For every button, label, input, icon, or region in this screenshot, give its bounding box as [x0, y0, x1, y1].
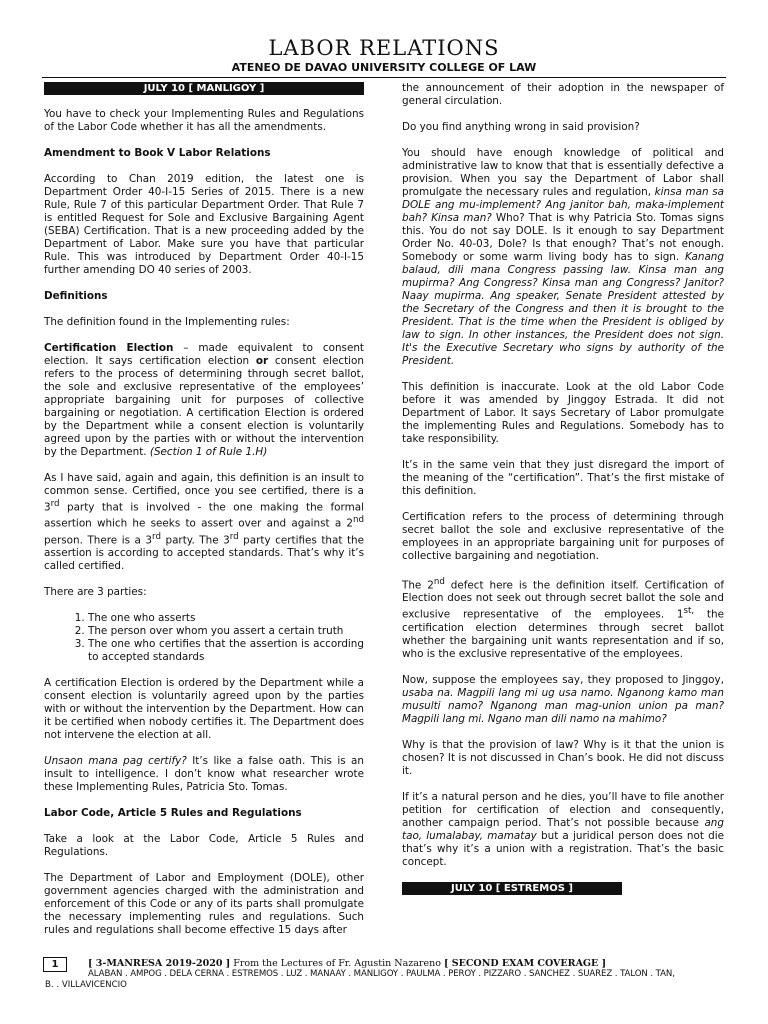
paragraph: the announcement of their adoption in the newspaper of general circulation. — [402, 82, 724, 107]
paragraph: The 2nd defect here is the definition itself. Certification of Election does not seek out through secret ballot the sole and exclusive representative of the employees. $1^{st,}$ the certification election determines through secret ballot whether the bargaining unit wants representation and if so, who is the exclusive representative of the employees. — [402, 577, 724, 660]
paragraph: If it’s a natural person and he dies, you’ll have to file another petition for certification of election and consequently, another campaign period. That’s not possible because ang tao, lumalabay, mamatay but a juridical person does not die that’s why it’s a union with a registration. That’s the basic concept. — [402, 790, 724, 868]
paragraph: You have to check your Implementing Rules and Regulations of the Labor Code whether it has all the amendments. — [44, 108, 364, 133]
page-title: LABOR RELATIONS — [268, 36, 500, 60]
definition-paragraph: Certification Election – made equivalent to consent election. It says certification election or consent election refers to the process of determining through secret ballot, the sole and exclusive representative of the employees’ appropriate bargaining unit for purposes of collective bargaining or negotiation. A certification Election is ordered by the Department while a consent election is voluntarily agreed upon by the parties with or without the intervention by the Department. (Section 1 of Rule 1.H) — [44, 342, 365, 458]
school-subtitle: ATENEO DE DAVAO UNIVERSITY COLLEGE OF LAW — [231, 61, 537, 74]
heading-amendment: Amendment to Book V Labor Relations — [44, 147, 271, 159]
footer-credit: [ 3-MANRESA 2019-2020 ] From the Lectures of Fr. Agustin Nazareno [ SECOND EXAM COVERAGE ] — [88, 958, 607, 969]
right-column — [402, 82, 724, 908]
left-column — [44, 82, 364, 950]
section-bar-estremos: JULY 10 [ ESTREMOS ] — [402, 882, 622, 895]
paragraph: Certification refers to the process of determining through secret ballot the sole and exclusive representative of the employees in an appropriate bargaining unit for purposes of collective bargaining and negotiation. — [402, 511, 724, 562]
header-divider — [42, 77, 726, 78]
paragraph: Do you find anything wrong in said provision? — [402, 121, 640, 133]
paragraph: Take a look at the Labor Code, Article 5 Rules and Regulations. — [44, 833, 364, 859]
paragraph: There are 3 parties: — [44, 586, 147, 599]
footer-names: ALABAN . AMPOG . DELA CERNA . ESTREMOS . LUZ . MANAAY . MANLIGOY . PAULMA . PEROY . PIZZARO . SANCHEZ . SUAREZ . TALON . TAN, — [88, 969, 675, 979]
paragraph: Now, suppose the employees say, they proposed to Jinggoy, usaba na. Magpili lang mi ug usa namo. Nganong kamo man musulti namo? Nganong man mag-union union pa man? Magpili lang mi. Ngano man dili namo na mahimo? — [402, 673, 724, 725]
list-item: 3. The one who certifies that the assertion is according to accepted standards — [88, 638, 364, 664]
paragraph: As I have said, again and again, this definition is an insult to common sense. Certified, once you see certified, there is a 3rd party that is involved - the one making the formal assertion which he seeks to assert over and against a 2nd person. There is a 3rd party. The 3rd party certifies that the assertion is according to accepted standards. That’s why it’s called certified. — [44, 472, 365, 573]
footer-names-cont: B. . VILLAVICENCIO — [45, 980, 127, 990]
list-item: 1. The one who asserts — [88, 612, 364, 625]
paragraph: The Department of Labor and Employment (DOLE), other government agencies charged with the administration and enforcement of this Code or any of its parts shall promulgate the necessary implementing rules and regulations. Such rules and regulations shall become effective 15 days after — [44, 872, 364, 937]
paragraph: You should have enough knowledge of political and administrative law to know that that is essentially defective a provision. When you say the Department of Labor shall promulgate the necessary rules and regulation, kinsa man sa DOLE ang mu-implement? Ang janitor bah, maka-implement bah? Kinsa man? Who? That is why Patricia Sto. Tomas signs this. You do not say DOLE. Is it enough to say Department Order No. 40-03, Dole? Is that enough? That’s not enough. Somebody or some warm living body has to sign. Kanang balaud, dili mana Congress passing law. Kinsa man ang mupirma? Ang Congress? Kinsa man ang Congress? Janitor? Naay mupirma. Ang speaker, Senate President attested by the Secretary of the Congress and then it is brought to the President. That is the time when the President is obliged by law to sign. In other instances, the President does not sign. It's the Executive Secretary who signs by authority of the President. — [402, 147, 725, 367]
heading-article-5: Labor Code, Article 5 Rules and Regulations — [44, 807, 302, 820]
paragraph: This definition is inaccurate. Look at the old Labor Code before it was amended by Jinggoy Estrada. It did not Department of Labor. It says Secretary of Labor promulgate the implementing Rules and Regulations. Somebody has to take responsibility. — [402, 381, 724, 445]
paragraph: Why is that the provision of law? Why is it that the union is chosen? It is not discussed in Chan’s book. He did not discuss it. — [402, 738, 724, 777]
paragraph: It’s in the same vein that they just disregard the import of the meaning of the “certification”. That’s the first mistake of this definition. — [402, 459, 724, 497]
paragraph: A certification Election is ordered by the Department while a consent election is voluntarily agreed upon by the parties with or without the intervention by the Department. How can it be certified when nobody certifies it. The Department does not intervene the election at all. — [44, 677, 364, 742]
citation: (Section 1 of Rule 1.H) — [149, 446, 268, 458]
parties-list — [44, 612, 364, 664]
paragraph: The definition found in the Implementing rules: — [44, 316, 290, 328]
page-number: 1 — [43, 957, 67, 972]
paragraph: Unsaon mana pag certify? It’s like a false oath. This is an insult to intelligence. I don’t know what researcher wrote these Implementing Rules, Patricia Sto. Tomas. — [44, 755, 365, 794]
paragraph: According to Chan 2019 edition, the latest one is Department Order 40-I-15 Series of 2015. There is a new Rule, Rule 7 of this particular Department Order. That Rule 7 is entitled Request for Sole and Exclusive Bargaining Agent (SEBA) Certification. That is a new proceeding added by the Department of Labor. Make sure you have that particular Rule. This was introduced by Department Order 40-I-15 further amending DO 40 series of 2003. — [44, 173, 364, 276]
section-bar-manligoy: JULY 10 [ MANLIGOY ] — [44, 82, 364, 95]
list-item: 2. The person over whom you assert a certain truth — [88, 625, 364, 638]
heading-definitions: Definitions — [44, 290, 108, 302]
defined-term: Certification Election — [44, 342, 174, 354]
